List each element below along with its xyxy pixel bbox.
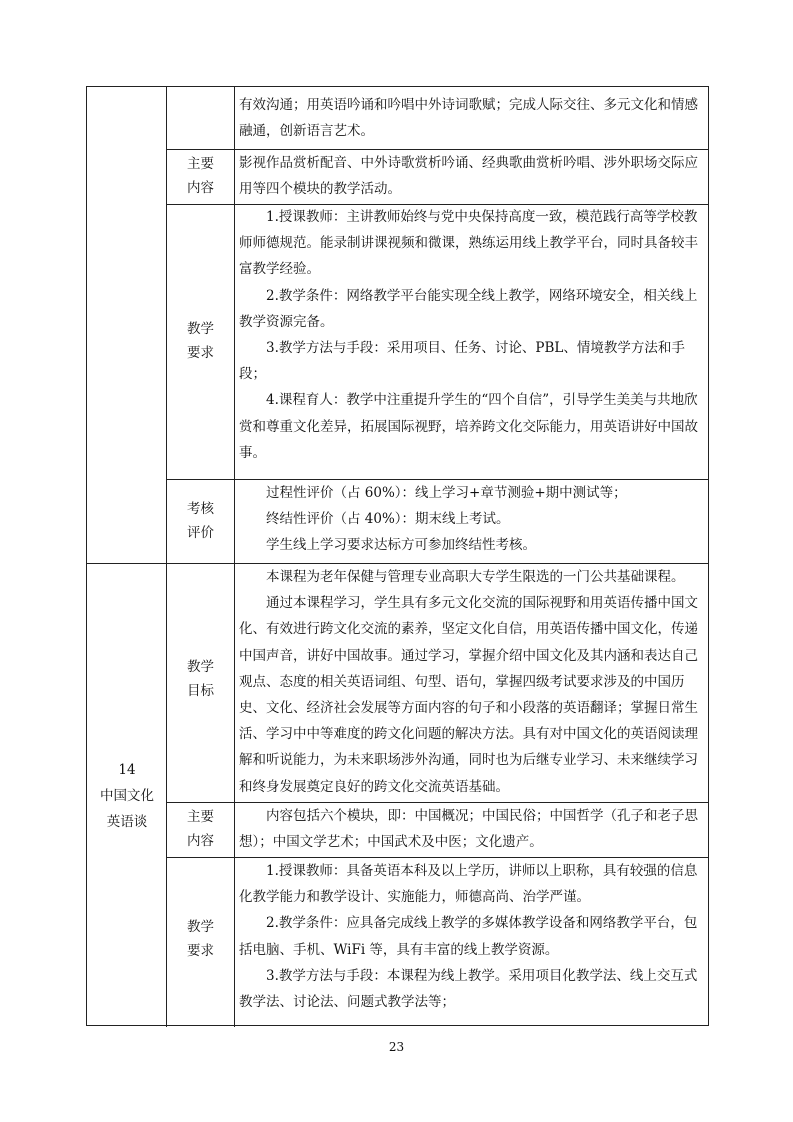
column-divider-1 — [166, 87, 167, 1027]
requirement-item: 2.教学条件：网络教学平台能实现全线上教学，网络环境安全，相关线上教学资源完备。 — [239, 287, 698, 330]
requirement-item: 1.授课教师：具备英语本科及以上学历，讲师以上职称，具有较强的信息化教学能力和教学设计、实施能力，师德高尚、治学严谨。 — [239, 863, 698, 906]
requirement-item: 2.教学条件：应具备完成线上教学的多媒体教学设备和网络教学平台，包括电脑、手机、WiFi 等，具有丰富的线上教学资源。 — [239, 915, 698, 958]
course-table — [86, 86, 709, 1026]
assessment-item: 终结性评价（占 40%）：期末线上考试。 — [266, 511, 510, 528]
column-divider-2 — [234, 87, 235, 1027]
requirement-item: 4.课程育人：教学中注重提升学生的“四个自信”，引导学生美美与共地欣赏和尊重文化差异，拓展国际视野，培养跨文化交际能力，用英语讲好中国故事。 — [239, 392, 698, 461]
teaching-objectives-text — [239, 564, 703, 800]
label-teaching-requirements: 教学 要求 — [187, 321, 214, 361]
teaching-requirements-text — [239, 204, 703, 466]
teaching-requirements-text-14 — [239, 858, 703, 1015]
main-content-text: 影视作品赏析配音、中外诗歌赏析吟诵、经典歌曲赏析吟唱、涉外职场交际应用等四个模块的教学活动。 — [239, 155, 698, 198]
label-assessment: 考核 评价 — [187, 501, 214, 541]
main-content-text-14: 内容包括六个模块，即：中国概况；中国民俗；中国哲学（孔子和老子思想）；中国文学艺术；中国武术及中医；文化遗产。 — [239, 808, 698, 851]
label-teaching-objectives: 教学 目标 — [187, 659, 214, 699]
page-number: 23 — [388, 1040, 405, 1054]
assessment-text — [239, 480, 703, 559]
objective-tail: 有效沟通；用英语吟诵和吟唱中外诗词歌赋；完成人际交往、多元文化和情感融通，创新语言艺术。 — [239, 97, 698, 140]
course-14-name: 14 中国文化 英语谈 — [100, 762, 154, 830]
assessment-item: 学生线上学习要求达标方可参加终结性考核。 — [266, 537, 536, 554]
label-main-content-14: 主要 内容 — [187, 809, 214, 849]
objective-item: 本课程为老年保健与管理专业高职大专学生限选的一门公共基础课程。 — [266, 569, 685, 585]
requirement-item: 3.教学方法与手段：采用项目、任务、讨论、PBL、情境教学方法和手段； — [239, 340, 685, 383]
objective-item: 通过本课程学习，学生具有多元文化交流的国际视野和用英语传播中国文化、有效进行跨文化交流的素养，坚定文化自信，用英语传播中国文化，传递中国声音，讲好中国故事。通过学习，掌握介绍中国文化及其内涵和表达自己观点、态度的相关英语词组、句型、语句，掌握四级考试要求涉及的中国历史、文化、经济社会发展等方面内容的句子和小段落的英语翻译；掌握日常生活、学习中中等难度的跨文化问题的解决方法。具有对中国文化的英语阅读理解和听说能力，为未来职场涉外沟通，同时也为后继专业学习、未来继续学习和终身发展奠定良好的跨文化交流英语基础。 — [239, 595, 698, 795]
requirement-item: 3.教学方法与手段：本课程为线上教学。采用项目化教学法、线上交互式教学法、讨论法、问题式教学法等； — [239, 967, 698, 1011]
label-main-content: 主要 内容 — [187, 156, 214, 196]
assessment-item: 过程性评价（占 60%）：线上学习+章节测验+期中测试等； — [266, 485, 627, 501]
label-teaching-requirements-14: 教学 要求 — [187, 919, 214, 959]
requirement-item: 1.授课教师：主讲教师始终与党中央保持高度一致，模范践行高等学校教师师德规范。能录制讲课视频和微课，熟练运用线上教学平台，同时具备较丰富教学经验。 — [239, 209, 698, 278]
